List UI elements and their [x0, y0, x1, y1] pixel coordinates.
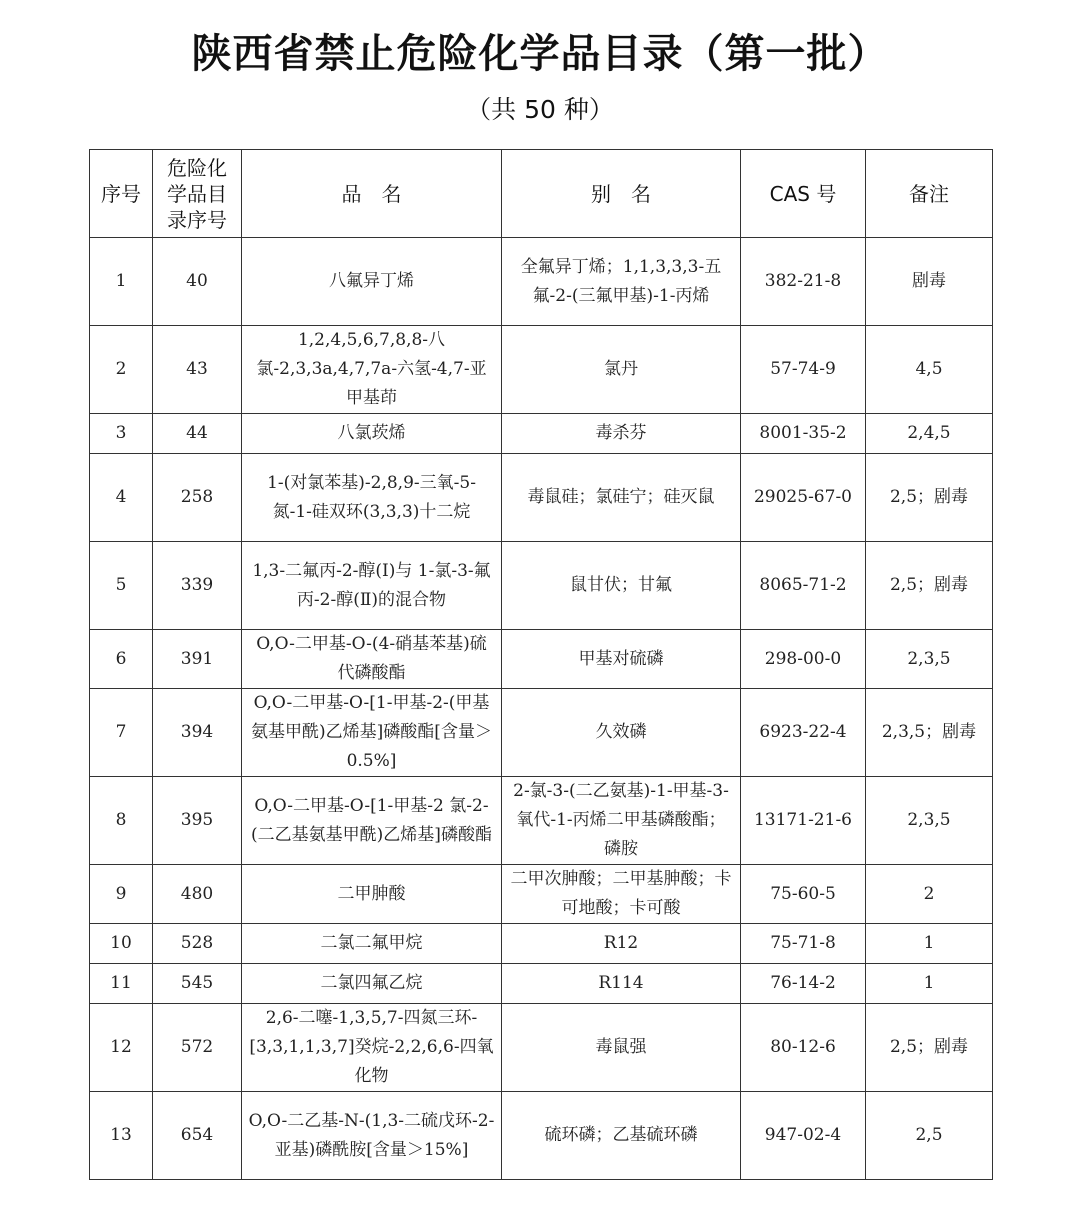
cell-index: 11 [90, 964, 153, 1004]
header-catalog-index: 危险化学品目录序号 [153, 150, 242, 238]
cell-catalog-index: 528 [153, 924, 242, 964]
cell-name: 二氯四氟乙烷 [242, 964, 502, 1004]
cell-cas: 947-02-4 [741, 1092, 866, 1180]
cell-alias: 毒杀芬 [502, 414, 741, 454]
cell-alias: 鼠甘伏；甘氟 [502, 542, 741, 630]
document-title: 陕西省禁止危险化学品目录（第一批） [191, 31, 889, 77]
table-row [90, 964, 993, 1004]
cell-catalog-index: 339 [153, 542, 242, 630]
cell-name: 2,6-二噻-1,3,5,7-四氮三环-[3,3,1,1,3,7]癸烷-2,2,6,6-四氧化物 [242, 1004, 502, 1092]
cell-catalog-index: 395 [153, 777, 242, 865]
cell-index: 8 [90, 777, 153, 865]
cell-cas: 382-21-8 [741, 238, 866, 326]
cell-alias: R12 [502, 924, 741, 964]
table-row [90, 1004, 993, 1092]
cell-catalog-index: 654 [153, 1092, 242, 1180]
cell-remark: 2,3,5 [866, 630, 993, 689]
table-row [90, 326, 993, 414]
cell-remark: 剧毒 [866, 238, 993, 326]
cell-index: 3 [90, 414, 153, 454]
cell-remark: 4,5 [866, 326, 993, 414]
cell-index: 5 [90, 542, 153, 630]
cell-cas: 75-60-5 [741, 865, 866, 924]
cell-index: 1 [90, 238, 153, 326]
cell-alias: R114 [502, 964, 741, 1004]
cell-name: O,O-二甲基-O-[1-甲基-2-(甲基氨基甲酰)乙烯基]磷酸酯[含量＞0.5%] [242, 689, 502, 777]
cell-catalog-index: 40 [153, 238, 242, 326]
cell-remark: 2,5；剧毒 [866, 542, 993, 630]
cell-alias: 毒鼠硅；氯硅宁；硅灭鼠 [502, 454, 741, 542]
cell-alias: 二甲次胂酸；二甲基胂酸；卡可地酸；卡可酸 [502, 865, 741, 924]
cell-name: O,O-二乙基-N-(1,3-二硫戊环-2-亚基)磷酰胺[含量＞15%] [242, 1092, 502, 1180]
table-row [90, 865, 993, 924]
cell-name: 1,3-二氟丙-2-醇(Ⅰ)与 1-氯-3-氟丙-2-醇(Ⅱ)的混合物 [242, 542, 502, 630]
cell-remark: 2,5 [866, 1092, 993, 1180]
cell-remark: 2,5；剧毒 [866, 1004, 993, 1092]
table-row [90, 924, 993, 964]
header-alias: 别 名 [502, 150, 741, 238]
cell-name: 1,2,4,5,6,7,8,8-八氯-2,3,3a,4,7,7a-六氢-4,7-亚甲基茚 [242, 326, 502, 414]
cell-index: 4 [90, 454, 153, 542]
cell-alias: 硫环磷；乙基硫环磷 [502, 1092, 741, 1180]
cell-index: 6 [90, 630, 153, 689]
cell-cas: 8001-35-2 [741, 414, 866, 454]
table-row [90, 238, 993, 326]
cell-cas: 13171-21-6 [741, 777, 866, 865]
cell-cas: 29025-67-0 [741, 454, 866, 542]
cell-index: 12 [90, 1004, 153, 1092]
cell-index: 9 [90, 865, 153, 924]
table-row [90, 630, 993, 689]
cell-name: O,O-二甲基-O-(4-硝基苯基)硫代磷酸酯 [242, 630, 502, 689]
table-row [90, 777, 993, 865]
document-subtitle: （共 50 种） [466, 95, 614, 124]
cell-remark: 2,4,5 [866, 414, 993, 454]
cell-cas: 8065-71-2 [741, 542, 866, 630]
cell-remark: 2,3,5；剧毒 [866, 689, 993, 777]
cell-remark: 1 [866, 964, 993, 1004]
cell-index: 13 [90, 1092, 153, 1180]
cell-index: 2 [90, 326, 153, 414]
cell-name: 二甲胂酸 [242, 865, 502, 924]
cell-remark: 1 [866, 924, 993, 964]
cell-name: O,O-二甲基-O-[1-甲基-2 氯-2-(二乙基氨基甲酰)乙烯基]磷酸酯 [242, 777, 502, 865]
cell-alias: 甲基对硫磷 [502, 630, 741, 689]
header-index: 序号 [90, 150, 153, 238]
cell-alias: 2-氯-3-(二乙氨基)-1-甲基-3-氧代-1-丙烯二甲基磷酸酯；磷胺 [502, 777, 741, 865]
header-cas: CAS 号 [741, 150, 866, 238]
header-row [90, 150, 993, 238]
header-name: 品 名 [242, 150, 502, 238]
cell-cas: 57-74-9 [741, 326, 866, 414]
cell-alias: 毒鼠强 [502, 1004, 741, 1092]
cell-catalog-index: 43 [153, 326, 242, 414]
cell-alias: 全氟异丁烯；1,1,3,3,3-五氟-2-(三氟甲基)-1-丙烯 [502, 238, 741, 326]
cell-catalog-index: 480 [153, 865, 242, 924]
cell-name: 二氯二氟甲烷 [242, 924, 502, 964]
cell-catalog-index: 391 [153, 630, 242, 689]
header-remark: 备注 [866, 150, 993, 238]
table-row [90, 689, 993, 777]
cell-index: 10 [90, 924, 153, 964]
cell-remark: 2,5；剧毒 [866, 454, 993, 542]
cell-name: 八氯莰烯 [242, 414, 502, 454]
cell-cas: 6923-22-4 [741, 689, 866, 777]
cell-name: 1-(对氯苯基)-2,8,9-三氧-5-氮-1-硅双环(3,3,3)十二烷 [242, 454, 502, 542]
cell-alias: 氯丹 [502, 326, 741, 414]
cell-catalog-index: 44 [153, 414, 242, 454]
cell-remark: 2,3,5 [866, 777, 993, 865]
cell-remark: 2 [866, 865, 993, 924]
cell-catalog-index: 545 [153, 964, 242, 1004]
cell-alias: 久效磷 [502, 689, 741, 777]
cell-index: 7 [90, 689, 153, 777]
cell-catalog-index: 394 [153, 689, 242, 777]
table-row [90, 542, 993, 630]
cell-catalog-index: 572 [153, 1004, 242, 1092]
cell-name: 八氟异丁烯 [242, 238, 502, 326]
cell-catalog-index: 258 [153, 454, 242, 542]
table-row [90, 414, 993, 454]
table-row [90, 1092, 993, 1180]
chemicals-table [89, 149, 993, 1180]
table-row [90, 454, 993, 542]
cell-cas: 80-12-6 [741, 1004, 866, 1092]
cell-cas: 76-14-2 [741, 964, 866, 1004]
cell-cas: 75-71-8 [741, 924, 866, 964]
cell-cas: 298-00-0 [741, 630, 866, 689]
